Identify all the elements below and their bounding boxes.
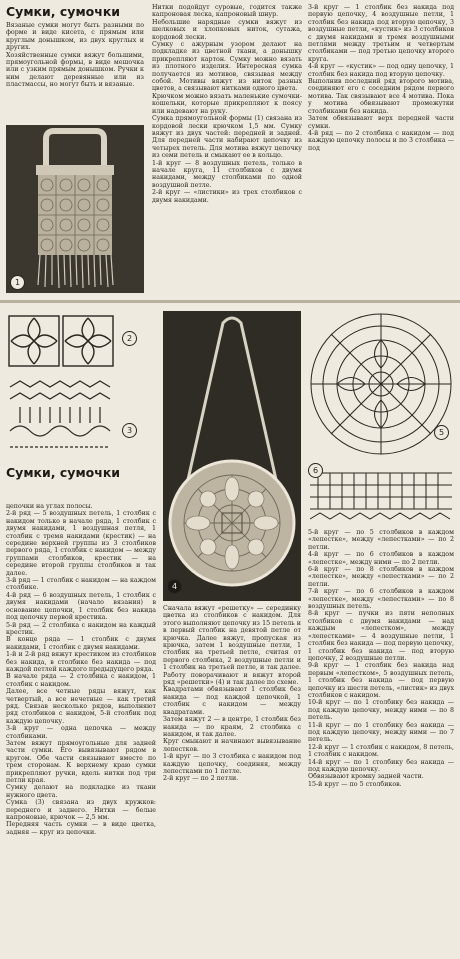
figure-number-badge: 2 (122, 331, 137, 346)
motif-diagram-2 (6, 313, 116, 371)
text-column-1: Вязаные сумки могут быть разными по форме и виде кисета, с прямым или круглым донышком, из двух круглых и других. Хозяйственные сумки вяжут большими, прямоугольной формы, в виде мешочка или с узким прямым донышком. Ручки к ним делают деревянные или из пластмассы, но могут быть и вязаные. (6, 22, 144, 89)
figure-number-badge: 4 (167, 579, 182, 594)
page-bottom (0, 303, 460, 959)
text-column-2: Сначала вяжут «решетку» — серединку цветка из столбиков с накидом. Для этого выполняют цепочку из 15 петель и в первый столбик на девятой петле от крючка. Далее вяжут, пропуская из крючка, затем 1 воздушные петли, 1 столбик на третьей петле, считая от первого столбика, 2 воздушные петли и 1 столбик на третьей петле, и так далее. Работу поворачивают и вяжут второй ряд «решетки» (4) и так далее по схеме. Квадратами обвязывают 1 столбик без накида — под каждой цепочкой, 1 столбик с накидом — между квадратами. Затем вяжут 2 — в центре, 1 столбик без накида — по краям, 2 столбика с накидом, и так далее. Круг смыкают и начинают вывязывание лепестков. 1-й круг — по 3 столбика с накидом под каждую цепочку, соединяя, между лепестками по 1 петле. 2-й круг — по 2 петли. (163, 605, 301, 783)
page-top (0, 0, 460, 303)
bag-illustration (6, 125, 144, 293)
text-column-3: 5-й круг — по 5 столбиков в каждом «лепестке», между «лепестками» — по 2 петли. 4-й круг — по 6 столбиков в каждом «лепестке», между ними — по 2 петли. 6-й круг — по 8 столбиков в каждом «лепестке», между «лепестками» — по 2 петли. 7-й круг — по 6 столбиков в каждом «лепестке», между «лепестками» — по 8 воздушных петель. 8-й круг — пучки из пяти неполных столбиков с двумя накидами — над каждым «лепестком», между «лепестками» — 4 воздушные петли, 1 столбик без накида — под первую цепочку, 1 столбик без накида — под вторую цепочку, 2 воздушные петли. 9-й круг — 1 столбик без накида над первым «лепестком», 5 воздушных петель, 1 столбик без накида — под первую цепочку из шести петель, «листик» из двух столбиков с накидом. 10-й круг — по 1 столбику без накида — под каждую цепочку, между ними — по 8 петель. 11-й круг — по 1 столбику без накида — под каждую цепочку, между ними — по 7 петель. 12-й круг — 1 столбик с накидом, 8 петель, 1 столбик с накидом. 14-й круг — по 1 столбику без накида — под каждую цепочку. Обвязывают кромку задней части. 15-й круг — по 5 столбиков. (308, 529, 454, 788)
text-column-2: Нитки подойдут суровые, годится также капроновая леска, капроновый шнур. Небольшие нарядные сумки вяжут из шелковых и хлопковых ниток, сутажа, кордовой лески. Сумку с ажурным узором делают на подкладке из цветной ткани, а донышку прикрепляют картон. Сумку можно вязать из плотного изделия. Интересная сумка получается из мотивов, связывая между собой. Мотивы вяжут из ниток разных цветов, а связывают нитками одного цвета. Крючком можно вязать маленькие сумочки-кошельки, которые прикрепляют к поясу или надевают на руку. Сумка прямоугольной формы (1) связана из кордовой лески крючком 1,5 мм. Сумку вяжут из двух частей: передней и задней. Для передней части набирают цепочку из четырех петель. Для мотива вяжут цепочку из семи петель и смыкают ее в кольцо. 1-й круг — 8 воздушных петель, только в начале круга, 11 столбиков с двумя накидами, между столбиками по одной воздушной петле. 2-й круг — «листики» из трех столбиков с двумя накидами. (152, 4, 302, 204)
photo-bag-rectangular (6, 125, 144, 293)
figure-number-badge: 1 (10, 275, 25, 290)
text-column-1: цепочки на углах полосы. 2-й ряд — 5 воздушных петель, 1 столбик с накидом только в начале ряда, 1 столбик с двумя накидами, 1 воздушная петля, 1 столбик с тремя накидами (крестик) — на середине верхней группы из 3 столбиков первого ряда, 1 столбик с накидом — между группами столбиков, крестик — на середине второй группы столбиков и так далее. 3-й ряд — 1 столбик с накидом — на каждом столбике. 4-й ряд — 6 воздушных петель, 1 столбик с двумя накидами (начало вязания) в основание цепочки, 1 столбик без накида под цепочку первой крестика. 5-й ряд — 2 столбика с накидом на каждый крестик. В конце ряда — 1 столбик с двумя накидами, 1 столбик с двумя накидами. 1-й и 2-й ряд вяжут крестиком из столбиков без накида, в столбике без накида — под каждой петлей каждого предыдущего ряда. В начале ряда — 2 столбика с накидом, 1 столбик с накидом. Далее, все четные ряды вяжут, как четвертый, а все нечетные — как третий ряд. Связав несколько рядов, выполняют ряд столбиков с накидом, 5-й столбик под каждую цепочку. 3-й круг — одна цепочка — между столбиками. Затем вяжут прямоугольные для задней части сумки. Его вывязывают рядом в кругом. Обе части связывают вместе по трем сторонам. К верхнему краю сумки прикрепляют ручки, вдель нитки под три петли края. Сумку делают на подкладке из ткани нужного цвета. Сумка (3) связана из двух кружков: переднего и заднего. Нитки — белые капроновые, крючок — 2,5 мм. Передняя часть сумки — в виде цветка, задняя — круг из цепочки. (6, 503, 156, 836)
text-column-3: 3-й круг — 1 столбик без накида под первую цепочку, 4 воздушные петли, 1 столбик без накида под вторую цепочку, 3 воздушные петли, «кустик» из 3 столбиков с двумя накидами и тремя воздушными петлями между третьим и четвертым столбиками — под третью цепочку второго круга. 4-й круг — «кустик» — под одну цепочку, 1 столбик без накида под вторую цепочку. Выполнив последний ряд второго мотива, соединяют его с соседним рядом первого мотива. Так связывают все 4 мотива. Пока у мотива обвязывают промежутки столбиками без накида. Затем обвязывают верх передней части сумки. 4-й ряд — по 2 столбика с накидом — под каждую цепочку полосы и по 3 столбика — под (308, 4, 454, 152)
motif-diagram-3 (6, 377, 116, 459)
figure-number-badge: 5 (434, 425, 449, 440)
page-title: Сумки, сумочки (6, 4, 121, 19)
photo-bag-round (163, 311, 301, 601)
round-motif-chart (306, 309, 456, 459)
round-bag-illustration (163, 311, 301, 601)
page-title: Сумки, сумочки (6, 465, 121, 480)
stitch-strip-chart (306, 465, 456, 523)
figure-number-badge: 6 (308, 463, 323, 478)
figure-number-badge: 3 (122, 423, 137, 438)
